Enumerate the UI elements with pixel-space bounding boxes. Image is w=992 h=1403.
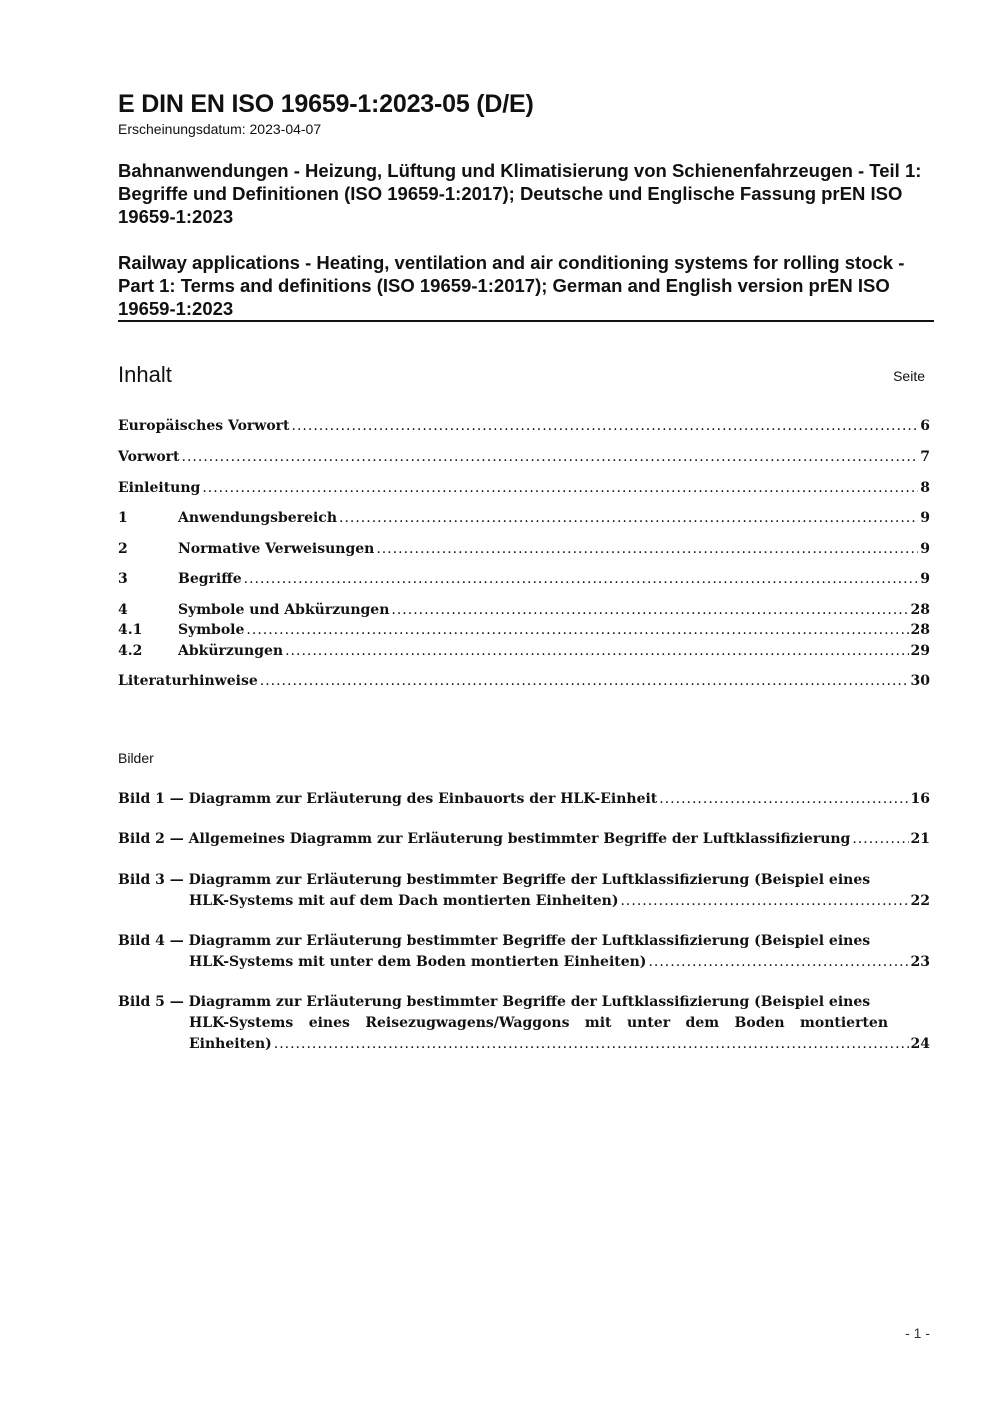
dot-leader — [620, 891, 908, 912]
page-number: - 1 - — [905, 1325, 930, 1341]
toc-entry-page: 9 — [920, 510, 930, 526]
figure-prefix: Bild 5 — — [118, 994, 184, 1010]
figure-caption: Allgemeines Diagramm zur Erläuterung bestimmter Begriffe der Luftklassifizierung — [188, 831, 851, 847]
toc-entry[interactable] — [118, 418, 930, 434]
figure-prefix: Bild 2 — — [118, 831, 184, 847]
toc-entry-label: Symbole — [178, 622, 245, 638]
toc-entry[interactable] — [118, 643, 930, 659]
dot-leader — [292, 418, 919, 434]
dot-leader — [260, 673, 909, 689]
figure-caption: Diagramm zur Erläuterung bestimmter Begriffe der Luftklassifizierung (Beispiel eines — [188, 933, 871, 949]
page-column-label: Seite — [893, 368, 925, 384]
header-divider — [118, 320, 934, 322]
toc-entry[interactable] — [118, 449, 930, 465]
dot-leader — [246, 622, 908, 638]
dot-leader — [182, 449, 919, 465]
figure-caption-cont: HLK-Systems mit auf dem Dach montierten Einheiten) — [189, 893, 619, 909]
figures-heading: Bilder — [118, 750, 154, 766]
toc-entry-label: Literaturhinweise — [118, 673, 258, 689]
figure-caption: Diagramm zur Erläuterung des Einbauorts der HLK-Einheit — [188, 791, 658, 807]
dot-leader — [274, 1034, 909, 1055]
figure-entry[interactable] — [118, 931, 930, 973]
toc-entry[interactable] — [118, 510, 930, 526]
toc-entry-page: 7 — [920, 449, 930, 465]
toc-entry-page: 28 — [910, 602, 930, 618]
figure-page: 24 — [910, 1036, 930, 1052]
toc-entry-page: 8 — [920, 480, 930, 496]
toc-entry-page: 28 — [910, 622, 930, 638]
figure-prefix: Bild 4 — — [118, 933, 184, 949]
figure-entry[interactable] — [118, 992, 930, 1055]
figure-caption-cont: HLK-Systems mit unter dem Boden montierten Einheiten) — [189, 954, 647, 970]
toc-entry-page: 29 — [910, 643, 930, 659]
document-id: E DIN EN ISO 19659-1:2023-05 (D/E) — [118, 90, 534, 118]
toc-entry-number: 1 — [118, 510, 128, 526]
figure-prefix: Bild 3 — — [118, 872, 184, 888]
toc-entry-number: 2 — [118, 541, 128, 557]
figure-page: 21 — [910, 831, 930, 847]
toc-entry-label: Symbole und Abkürzungen — [178, 602, 390, 618]
dot-leader — [376, 541, 918, 557]
dot-leader — [244, 571, 919, 587]
toc-entry[interactable] — [118, 571, 930, 587]
toc-entry-label: Anwendungsbereich — [178, 510, 337, 526]
dot-leader — [202, 480, 918, 496]
toc-entry-label: Normative Verweisungen — [178, 541, 375, 557]
toc-entry-number: 4.2 — [118, 643, 143, 659]
figure-entry[interactable] — [118, 789, 930, 810]
toc-entry[interactable] — [118, 541, 930, 557]
toc-entry[interactable] — [118, 480, 930, 496]
dot-leader — [391, 602, 908, 618]
figure-caption-cont: Einheiten) — [189, 1036, 272, 1052]
figure-page: 22 — [910, 893, 930, 909]
figure-entry[interactable] — [118, 829, 930, 850]
toc-entry-label: Vorwort — [118, 449, 180, 465]
toc-entry[interactable] — [118, 673, 930, 689]
toc-heading: Inhalt — [118, 362, 172, 387]
figure-caption: Diagramm zur Erläuterung bestimmter Begriffe der Luftklassifizierung (Beispiel eines — [188, 994, 871, 1010]
toc-entry-number: 4 — [118, 602, 128, 618]
toc-entry-number: 3 — [118, 571, 128, 587]
toc-entry-page: 30 — [910, 673, 930, 689]
toc-entry-label: Abkürzungen — [178, 643, 284, 659]
toc-entry-label: Einleitung — [118, 480, 201, 496]
dot-leader — [648, 952, 908, 973]
figure-caption: Diagramm zur Erläuterung bestimmter Begriffe der Luftklassifizierung (Beispiel eines — [188, 872, 871, 888]
figure-page: 23 — [910, 954, 930, 970]
figure-page: 16 — [910, 791, 930, 807]
dot-leader — [339, 510, 918, 526]
figure-entry[interactable] — [118, 870, 930, 912]
dot-leader — [852, 829, 908, 850]
title-english: Railway applications - Heating, ventilation and air conditioning systems for rolling stock - Part 1: Terms and definitions (ISO 19659-1:2017); German and English version prEN ISO 19659-1:2023 — [118, 252, 905, 319]
toc-entry-page: 9 — [920, 541, 930, 557]
toc-entry-label: Europäisches Vorwort — [118, 418, 290, 434]
toc-entry-page: 9 — [920, 571, 930, 587]
dot-leader — [659, 789, 908, 810]
toc-entry-number: 4.1 — [118, 622, 143, 638]
toc-entry[interactable] — [118, 602, 930, 618]
toc-entry[interactable] — [118, 622, 930, 638]
toc-entry-page: 6 — [920, 418, 930, 434]
dot-leader — [285, 643, 908, 659]
title-german: Bahnanwendungen - Heizung, Lüftung und Klimatisierung von Schienenfahrzeugen - Teil 1: Begriffe und Definitionen (ISO 19659-1:2017); Deutsche und Englische Fassung prEN ISO 19659-1:2023 — [118, 160, 922, 227]
figure-prefix: Bild 1 — — [118, 791, 184, 807]
figure-caption-cont: HLK-Systems eines Reisezugwagens/Waggons mit unter dem Boden montierten — [189, 1015, 888, 1031]
toc-entry-label: Begriffe — [178, 571, 242, 587]
publication-date: Erscheinungsdatum: 2023-04-07 — [118, 121, 322, 137]
